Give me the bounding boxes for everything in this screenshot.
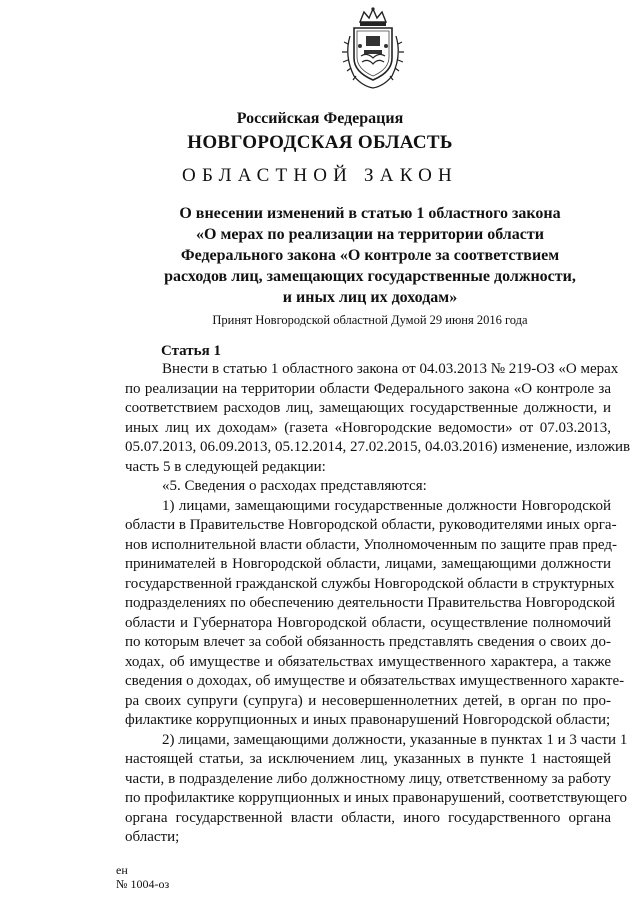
article-paragraph-line: филактике коррупционных и иных правонарушений Новгородской области; <box>125 712 611 728</box>
country-name: Российская Федерация <box>236 110 404 127</box>
article-paragraph-line: сведения о доходах, об имуществе и обязательствах имущественного характе- <box>125 673 625 689</box>
article-paragraph-line: настоящей статьи, за исключением лиц, указанных в пункте 1 настоящей <box>125 751 611 767</box>
article-paragraph-line: подразделениях по обеспечению деятельности Правительства Новгородской <box>125 595 615 611</box>
article-body <box>125 360 631 848</box>
article-paragraph-line: 05.07.2013, 06.09.2013, 05.12.2014, 27.02.2015, 04.03.2016) изменение, изложив <box>125 439 631 455</box>
article-paragraph-line: соответствием расходов лиц, замещающих государственные должности, и <box>125 400 611 416</box>
law-title-line: Федерального закона «О контроле за соответствием <box>180 247 560 264</box>
law-type: ОБЛАСТНОЙ ЗАКОН <box>182 165 458 186</box>
article-paragraph-line: часть 5 в следующей редакции: <box>125 458 326 475</box>
region-name: НОВГОРОДСКАЯ ОБЛАСТЬ <box>187 132 453 153</box>
article-paragraph-line: 1) лицами, замещающими государственные должности Новгородской <box>162 497 611 514</box>
article-paragraph-line: принимателей в Новгородской области, лицами, замещающими должности <box>125 556 611 572</box>
article-paragraph-line: органа государственной власти области, иного государственного органа <box>125 809 611 826</box>
article-paragraph-line: по реализации на территории области Федерального закона «О контроле за <box>125 380 611 397</box>
article-paragraph-line: 2) лицами, замещающими должности, указанные в пунктах 1 и 3 части 1 <box>162 731 628 748</box>
article-paragraph-line: ходах, об имуществе и обязательствах имущественного характера, а также <box>125 653 611 670</box>
novgorod-coat-of-arms-icon <box>340 6 406 90</box>
article-heading: Статья 1 <box>161 343 221 359</box>
document-code <box>116 863 169 891</box>
article-paragraph-line: иных лиц их доходам» (газета «Новгородские ведомости» от 07.03.2013, <box>125 419 611 436</box>
article-paragraph-line: области в Правительстве Новгородской области, руководителями иных орга- <box>125 517 617 533</box>
article-paragraph-line: Внести в статью 1 областного закона от 04.03.2013 № 219-ОЗ «О мерах <box>162 361 619 377</box>
article-paragraph-line: области и Губернатора Новгородской области, осуществление полномочий <box>125 614 611 631</box>
article-paragraph-line: нов исполнительной власти области, Уполномоченным по защите прав пред- <box>125 536 617 553</box>
law-title-line: и иных лиц их доходам» <box>282 289 458 306</box>
article-paragraph-line: государственной гражданской службы Новгородской области в структурных <box>125 575 615 592</box>
law-title-line: О внесении изменений в статью 1 областного закона <box>179 205 561 222</box>
article-paragraph-line: «5. Сведения о расходах представляются: <box>162 478 427 494</box>
law-title <box>130 203 610 308</box>
article-paragraph-line: по которым влечет за собой обязанность представлять сведения о своих до- <box>125 634 611 650</box>
adoption-note: Принят Новгородской областной Думой 29 июня 2016 года <box>212 313 528 327</box>
executor-initials: ен <box>116 863 128 877</box>
article-paragraph-line: части, в подразделение либо должностному лицу, ответственному за работу <box>125 770 611 787</box>
article-paragraph-line: по профилактике коррупционных и иных правонарушений, соответствующего <box>125 790 627 806</box>
law-title-line: «О мерах по реализации на территории области <box>196 226 544 243</box>
article-paragraph-line: ра своих супруги (супруга) и несовершеннолетних детей, в орган по про- <box>125 692 611 709</box>
law-title-line: расходов лиц, замещающих государственные должности, <box>164 268 576 285</box>
document-number: № 1004-оз <box>116 877 170 891</box>
article-paragraph-line: области; <box>125 829 180 845</box>
